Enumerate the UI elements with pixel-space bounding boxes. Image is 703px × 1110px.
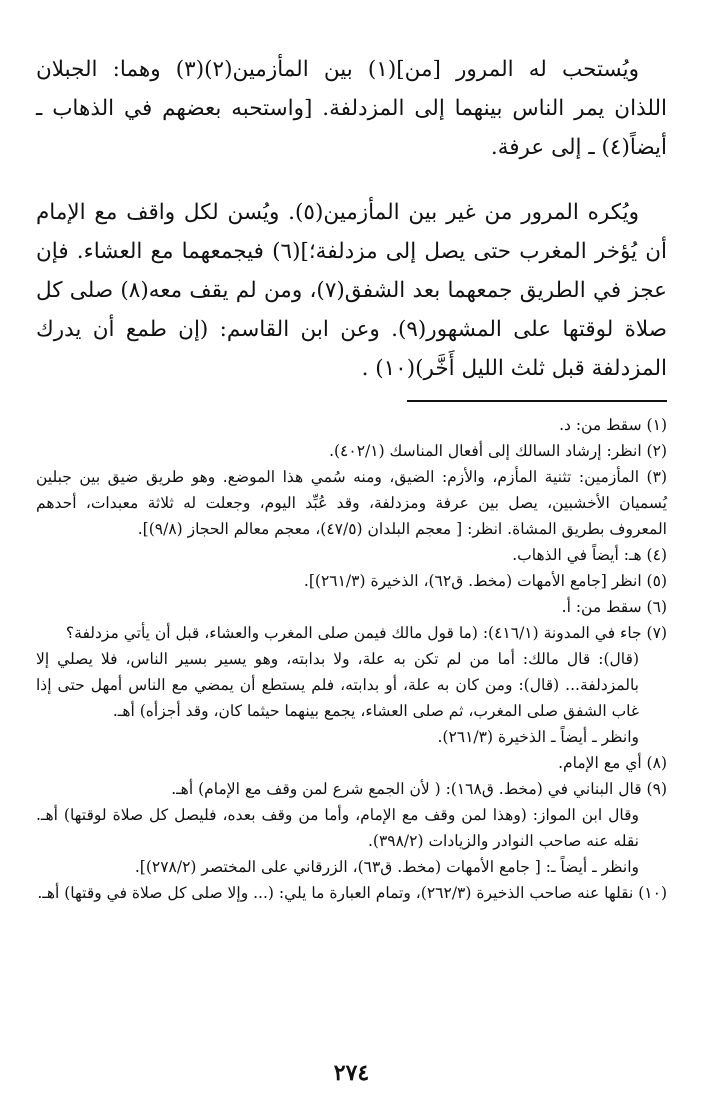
book-page (36, 50, 667, 906)
page-number: ٢٧٤ (333, 1060, 370, 1086)
footnote-5: (٥) انظر [جامع الأمهات (مخط. ق٦٢)، الذخيرة (٢٦١/٣)]. (303, 572, 667, 590)
footnote-7-quote: (قال): قال مالك: أما من لم تكن به علة، ولا بدابته، وهو يسير بسير الناس، فلا يصلي إلا بالمزدلفة... (قال): ومن كان به علة، أو بدابته، فلم يستطع أن يمضي مع الناس أمهل حتى إذا غاب الشفق صلى المغرب، ثم صلى العشاء، يجمع بينهما حيثما كان، وقد أجزأه) أهـ. (36, 650, 639, 720)
footnote-4: (٤) هـ: أيضاً في الذهاب. (512, 546, 667, 564)
footnote-1: (١) سقط من: د. (559, 416, 667, 434)
footnote-10: (١٠) نقلها عنه صاحب الذخيرة (٢٦٢/٣)، وتمام العبارة ما يلي: (... وإلا صلى كل صلاة في وقتها) أهـ. (37, 884, 667, 902)
footnote-9-reference: وانظر ـ أيضاً ـ: [ جامع الأمهات (مخط. ق٦٣)، الزرقاني على المختصر (٢٧٨/٢)]. (134, 858, 639, 876)
footnote-7: (٧) جاء في المدونة (٤١٦/١): (ما قول مالك فيمن صلى المغرب والعشاء، قبل أن يأتي مزدلفة؟ (65, 624, 667, 642)
main-text (36, 50, 667, 388)
main-paragraph-1: ويُستحب له المرور [من](١) بين المأزمين(٢)(٣) وهما: الجبلان اللذان يمر الناس بينهما إلى المزدلفة. [واستحبه بعضهم في الذهاب ـ أيضاً(٤) ـ إلى عرفة. (36, 57, 667, 160)
footnote-separator (407, 400, 667, 402)
footnote-7-reference: وانظر ـ أيضاً ـ الذخيرة (٢٦١/٣). (437, 728, 639, 746)
footnote-9: (٩) قال البناني في (مخط. ق١٦٨): ( لأن الجمع شرع لمن وقف مع الإمام) أهـ. (171, 780, 667, 798)
footnote-8: (٨) أي مع الإمام. (558, 754, 667, 772)
footnote-3: (٣) المأزمين: تثنية المأزم، والأزم: الضيق، ومنه سُمي هذا الموضع. وهو طريق ضيق بين جبلين يُسميان الأخشبين، يصل بين عرفة ومزدلفة، وقد عُبِّد اليوم، وجعلت له ثلاثة معبدات، أحدهم المعروف بطريق المشاة. انظر: [ معجم البلدان (٤٧/٥)، معجم معالم الحجاز (٩/٨)]. (36, 468, 667, 538)
footnote-2: (٢) انظر: إرشاد السالك إلى أفعال المناسك (٤٠٢/١). (329, 442, 667, 460)
footnote-6: (٦) سقط من: أ. (561, 598, 667, 616)
footnote-9-quote: وقال ابن المواز: (وهذا لمن وقف مع الإمام، وأما من وقف بعده، فليصل كل صلاة لوقتها) أهـ. نقله عنه صاحب النوادر والزيادات (٣٩٨/٢). (36, 806, 639, 850)
main-paragraph-2: ويُكره المرور من غير بين المأزمين(٥). ويُسن لكل واقف مع الإمام أن يُؤخر المغرب حتى يصل إلى مزدلفة؛](٦) فيجمعهما مع العشاء. فإن عجز في الطريق جمعهما بعد الشفق(٧)، ومن لم يقف معه(٨) صلى كل صلاة لوقتها على المشهور(٩). وعن ابن القاسم: (إن طمع أن يدرك المزدلفة قبل ثلث الليل أَخَّر)(١٠) . (36, 200, 667, 381)
footnotes (36, 412, 667, 906)
